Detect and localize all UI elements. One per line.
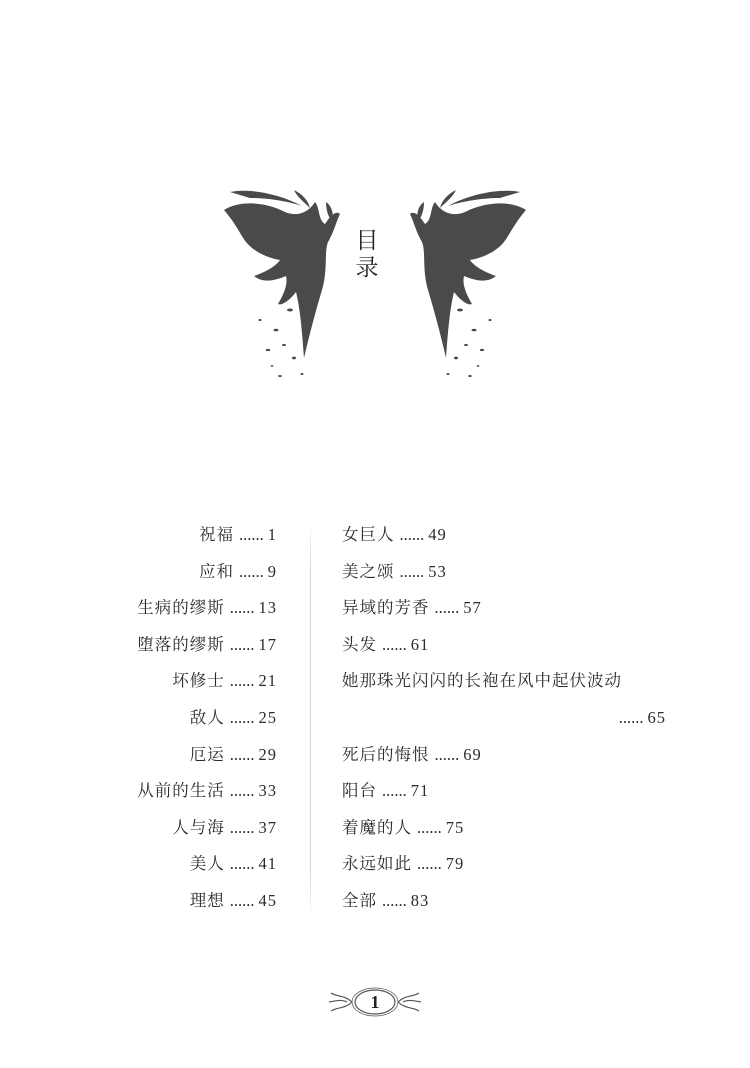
toc-entry-page: 79 — [445, 854, 465, 874]
toc-entry-page: 41 — [258, 854, 277, 874]
toc-entry-title: 祝福 — [199, 525, 234, 544]
toc-entry-title: 阳台 — [342, 781, 377, 801]
toc-entry-continuation[interactable] — [342, 700, 666, 737]
toc-entry-dots: ...... — [434, 598, 460, 618]
toc-entry-dots: ...... — [239, 525, 264, 544]
toc-entry-page: 83 — [410, 890, 430, 910]
toc-entry-dots: ...... — [618, 707, 644, 727]
butterfly-wings-icon — [210, 180, 540, 395]
toc-entry-page: 21 — [258, 671, 277, 691]
toc-entry-dots: ...... — [382, 890, 407, 910]
toc-entry[interactable] — [342, 663, 666, 700]
toc-entry-page: 13 — [258, 598, 277, 618]
title-char-1: 目 — [355, 228, 379, 254]
toc-entry-page: 71 — [410, 781, 430, 801]
toc-entry[interactable] — [137, 517, 277, 554]
toc-entry[interactable] — [137, 700, 277, 737]
right-wing-icon — [410, 190, 526, 377]
toc-entry-title: 着魔的人 — [342, 817, 412, 837]
toc-entry-title: 堕落的缪斯 — [137, 634, 225, 654]
toc-entry-page: 53 — [428, 561, 447, 581]
toc-entry[interactable] — [342, 517, 666, 554]
toc-entry[interactable] — [137, 627, 277, 664]
toc-entry[interactable] — [137, 554, 277, 591]
toc-entry[interactable] — [342, 590, 666, 627]
toc-entry-dots: ...... — [239, 561, 264, 581]
title-char-2: 录 — [355, 255, 379, 281]
toc-entry-page: 33 — [258, 781, 277, 801]
toc-entry-title: 头发 — [342, 634, 377, 654]
toc-entry[interactable] — [342, 883, 666, 920]
column-divider — [310, 520, 311, 920]
toc-entry-dots: ...... — [229, 781, 255, 801]
toc-entry-page: 9 — [267, 561, 277, 581]
toc-entry[interactable] — [137, 663, 277, 700]
toc-entry-title: 全部 — [342, 890, 377, 910]
toc-entry-dots: ...... — [229, 634, 255, 654]
toc-entry-dots: ...... — [229, 817, 255, 837]
toc-entry-page: 45 — [258, 890, 277, 910]
toc-entry-page: 61 — [410, 634, 430, 654]
page-title — [352, 228, 382, 282]
toc-entry-dots: ...... — [229, 854, 255, 874]
toc-entry-page: 17 — [258, 634, 277, 654]
toc-entry[interactable] — [137, 810, 277, 847]
toc-entry-page: 57 — [463, 598, 482, 618]
toc-entry-title: 生病的缪斯 — [137, 598, 225, 618]
toc-entry-title: 异域的芳香 — [342, 598, 430, 618]
toc-entry[interactable] — [137, 883, 277, 920]
toc-entry-title: 美之颂 — [342, 561, 395, 581]
toc-entry[interactable] — [137, 773, 277, 810]
toc-entry-dots: ...... — [417, 817, 442, 837]
toc-entry-page: 65 — [647, 707, 666, 727]
toc-entry-dots: ...... — [229, 707, 255, 727]
toc-entry-page: 75 — [445, 817, 465, 837]
toc-entry-title: 人与海 — [172, 817, 225, 837]
toc-entry[interactable] — [137, 846, 277, 883]
left-wing-icon — [224, 190, 340, 377]
page-number-footer — [325, 985, 425, 1019]
toc-entry-title: 理想 — [189, 890, 225, 910]
toc-entry-title: 坏修士 — [172, 671, 225, 691]
toc-entry-dots: ...... — [382, 634, 407, 654]
toc-entry-title: 她那珠光闪闪的长袍在风中起伏波动 — [342, 671, 622, 691]
toc-entry-title: 死后的悔恨 — [342, 744, 430, 764]
toc-entry[interactable] — [137, 590, 277, 627]
toc-entry[interactable] — [342, 810, 666, 847]
toc-entry[interactable] — [342, 627, 666, 664]
toc-entry-dots: ...... — [399, 561, 425, 581]
toc-entry-title: 敌人 — [189, 707, 225, 727]
toc-entry[interactable] — [342, 846, 666, 883]
toc-entry-dots: ...... — [417, 854, 442, 874]
toc-entry-title: 美人 — [189, 854, 225, 874]
toc-entry[interactable] — [342, 773, 666, 810]
toc-entry-title: 女巨人 — [342, 525, 395, 544]
toc-entry-page: 37 — [258, 817, 277, 837]
toc-entry-dots: ...... — [229, 598, 255, 618]
toc-entry-dots: ...... — [399, 525, 425, 544]
toc-entry-dots: ...... — [229, 744, 255, 764]
toc-entry-page: 29 — [258, 744, 277, 764]
toc-entry-page: 25 — [258, 707, 277, 727]
toc-entry-dots: ...... — [229, 671, 255, 691]
toc-entry-title: 厄运 — [189, 744, 225, 764]
toc-entry-title: 永远如此 — [342, 854, 412, 874]
toc-entry-page: 49 — [428, 525, 447, 544]
toc-right-column — [342, 517, 666, 920]
page-number: 1 — [370, 992, 380, 1012]
toc-entry[interactable] — [137, 737, 277, 774]
toc-entry-page: 69 — [463, 744, 482, 764]
toc-entry-title: 应和 — [199, 561, 234, 581]
toc-entry[interactable] — [342, 737, 666, 774]
toc-entry-dots: ...... — [434, 744, 460, 764]
toc-entry-dots: ...... — [382, 781, 407, 801]
toc-entry-title: 从前的生活 — [137, 781, 225, 801]
toc-entry-dots: ...... — [229, 890, 255, 910]
toc-entry[interactable] — [342, 554, 666, 591]
toc-left-column — [137, 517, 277, 920]
toc-entry-page: 1 — [267, 525, 277, 544]
